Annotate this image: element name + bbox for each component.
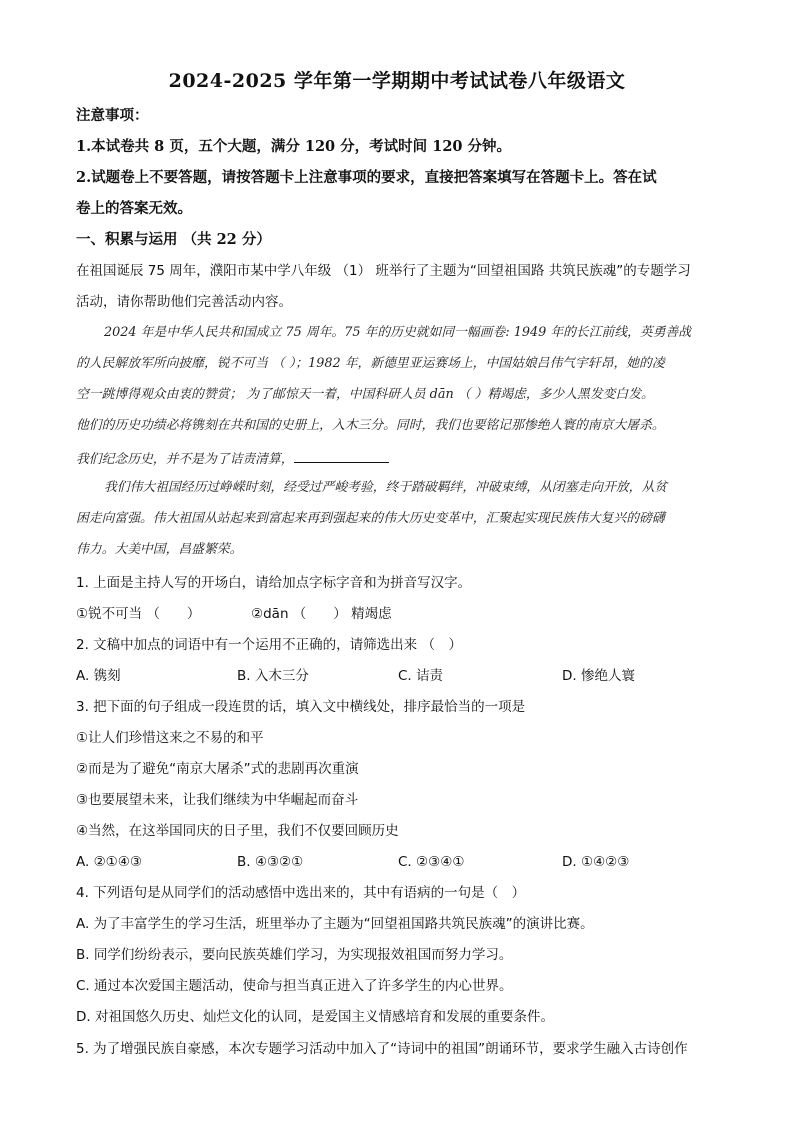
passage-line bbox=[76, 448, 389, 469]
passage-line: 的人民解放军所向披靡，锐不可当 （ ）；1982 年，新德里亚运赛场上，中国姑娘吕伟气宇轩昂，她的凌 bbox=[76, 356, 665, 371]
section-1-intro-line-2: 活动，请你帮助他们完善活动内容。 bbox=[76, 294, 292, 310]
question-3-option-a: A. ②①④③ bbox=[76, 854, 142, 870]
notice-item-2-line-2: 卷上的答案无效。 bbox=[76, 200, 192, 217]
question-1-option-1: ①锐不可当 （ ） bbox=[76, 606, 201, 622]
question-4-option-b: B. 同学们纷纷表示，要向民族英雄们学习，为实现报效祖国而努力学习。 bbox=[76, 947, 513, 963]
question-2-option-a: A. 镌刻 bbox=[76, 668, 121, 684]
question-1-stem: 1. 上面是主持人写的开场白，请给加点字标字音和为拼音写汉字。 bbox=[76, 575, 472, 591]
passage-line: 空一跳博得观众由衷的赞赏； 为了邮惊天一着，中国科研人员 dān （ ）精竭虑，多少人黑发变白发。 bbox=[76, 387, 654, 402]
question-4-option-c: C. 通过本次爱国主题活动，使命与担当真正进入了许多学生的内心世界。 bbox=[76, 978, 513, 994]
answer-blank bbox=[294, 448, 389, 463]
question-3-stem: 3. 把下面的句子组成一段连贯的话，填入文中横线处，排序最恰当的一项是 bbox=[76, 699, 526, 715]
question-3-sentence-4: ④当然，在这举国同庆的日子里，我们不仅要回顾历史 bbox=[76, 823, 399, 839]
question-3-sentence-1: ①让人们珍惜这来之不易的和平 bbox=[76, 730, 264, 746]
passage-line-text: 我们纪念历史，并不是为了诘责清算， bbox=[76, 452, 294, 467]
exam-title: 2024-2025 学年第一学期期中考试试卷八年级语文 bbox=[168, 70, 626, 92]
passage-line: 伟力。大美中国，昌盛繁荣。 bbox=[76, 542, 243, 557]
question-2-option-d: D. 惨绝人寰 bbox=[562, 668, 635, 684]
passage-line: 他们的历史功绩必将镌刻在共和国的史册上，入木三分。同时，我们也要铭记那惨绝人寰的南京大屠杀。 bbox=[76, 418, 665, 433]
question-3-option-d: D. ①④②③ bbox=[562, 854, 630, 870]
section-1-intro-line-1: 在祖国诞辰 75 周年，濮阳市某中学八年级 （1） 班举行了主题为“回望祖国路 共筑民族魂”的专题学习 bbox=[76, 263, 691, 279]
question-2-option-c: C. 诘责 bbox=[398, 668, 444, 684]
passage-line: 我们伟大祖国经历过峥嵘时刻，经受过严峻考验，终于踏破羁绊，冲破束缚，从闭塞走向开放，从贫 bbox=[104, 480, 668, 495]
question-4-stem: 4. 下列语句是从同学们的活动感悟中选出来的，其中有语病的一句是（ ） bbox=[76, 885, 526, 901]
notice-item-1: 1.本试卷共 8 页，五个大题，满分 120 分，考试时间 120 分钟。 bbox=[76, 138, 512, 155]
passage-line: 2024 年是中华人民共和国成立 75 周年。75 年的历史就如同一幅画卷: 1949 年的长江前线，英勇善战 bbox=[104, 325, 692, 340]
question-3-sentence-2: ②而是为了避免“南京大屠杀”式的悲剧再次重演 bbox=[76, 761, 359, 777]
question-3-option-b: B. ④③②① bbox=[237, 854, 304, 870]
question-2-stem: 2. 文稿中加点的词语中有一个运用不正确的，请筛选出来 （ ） bbox=[76, 637, 462, 653]
question-4-option-a: A. 为了丰富学生的学习生活，班里举办了主题为“回望祖国路共筑民族魂”的演讲比赛。 bbox=[76, 916, 594, 932]
question-1-option-2: ②dān （ ） 精竭虑 bbox=[251, 606, 392, 622]
passage-line: 困走向富强。伟大祖国从站起来到富起来再到强起来的伟大历史变革中，汇聚起实现民族伟大复兴的磅礴 bbox=[76, 511, 665, 526]
notice-heading: 注意事项： bbox=[76, 107, 149, 124]
question-3-option-c: C. ②③④① bbox=[398, 854, 465, 870]
notice-item-2-line-1: 2.试题卷上不要答题，请按答题卡上注意事项的要求，直接把答案填写在答题卡上。答在试 bbox=[76, 169, 657, 186]
question-4-option-d: D. 对祖国悠久历史、灿烂文化的认同，是爱国主义情感培育和发展的重要条件。 bbox=[76, 1009, 554, 1025]
section-1-heading: 一、积累与运用 （共 22 分） bbox=[76, 231, 271, 248]
question-3-sentence-3: ③也要展望未来，让我们继续为中华崛起而奋斗 bbox=[76, 792, 359, 808]
question-2-option-b: B. 入木三分 bbox=[237, 668, 309, 684]
question-5-stem: 5. 为了增强民族自豪感，本次专题学习活动中加入了“诗词中的祖国”朗诵环节，要求学生融入古诗创作 bbox=[76, 1041, 688, 1057]
